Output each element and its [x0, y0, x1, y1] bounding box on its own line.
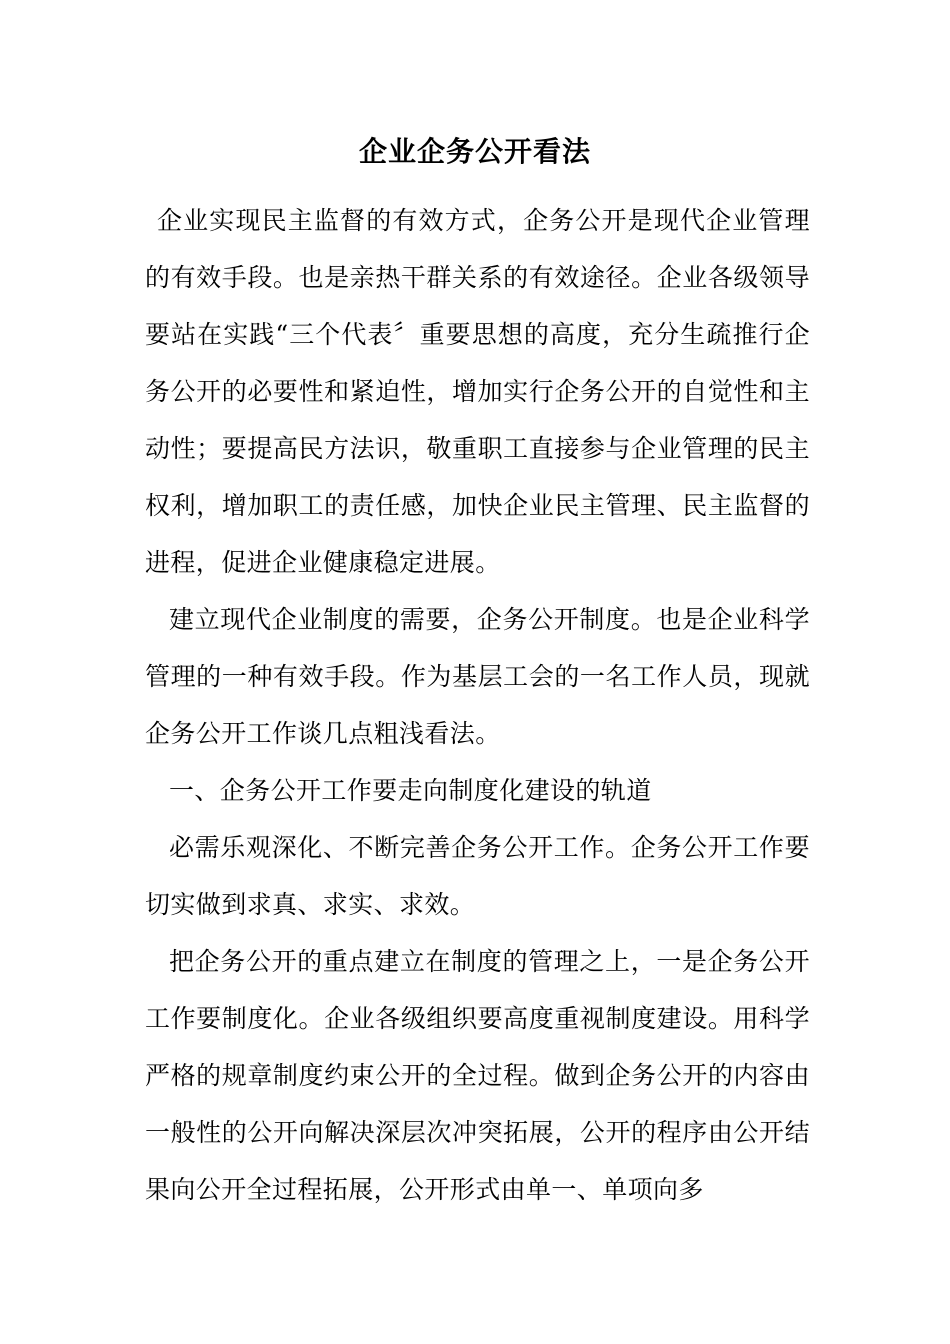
paragraph-2: 建立现代企业制度的需要，企务公开制度。也是企业科学管理的一种有效手段。作为基层工会的一名工作人员，现就企务公开工作谈几点粗浅看法。 [145, 605, 810, 748]
paragraph-4: 把企务公开的重点建立在制度的管理之上，一是企务公开工作要制度化。企业各级组织要高度重视制度建设。用科学严格的规章制度约束公开的全过程。做到企务公开的内容由一般性的公开向解决深层次冲突拓展，公开的程序由公开结果向公开全过程拓展，公开形式由单一、单项向多 [145, 947, 810, 1204]
document-title: 企业企务公开看法 [358, 135, 591, 168]
paragraph-1: 企业实现民主监督的有效方式，企务公开是现代企业管理的有效手段。也是亲热干群关系的有效途径。企业各级领导要站在实践“三个代表〞重要思想的高度，充分生疏推行企务公开的必要性和紧迫性，增加实行企务公开的自觉性和主动性；要提高民方法识，敬重职工直接参与企业管理的民主权利，增加职工的责任感，加快企业民主管理、民主监督的进程，促进企业健康稳定进展。 [145, 206, 810, 577]
section-heading-1: 一、企务公开工作要走向制度化建设的轨道 [169, 776, 652, 805]
paragraph-3: 必需乐观深化、不断完善企务公开工作。企务公开工作要切实做到求真、求实、求效。 [145, 833, 810, 919]
